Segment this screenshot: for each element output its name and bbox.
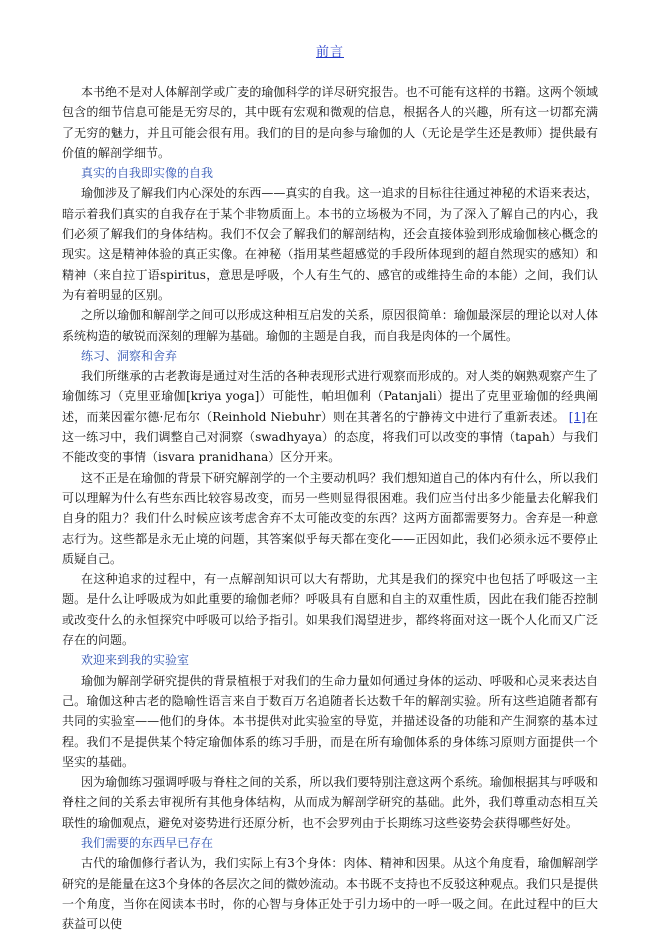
section-heading-already-here: 我们需要的东西早已存在: [81, 835, 214, 850]
paragraph-already-here-1: 古代的瑜伽修行者认为，我们实际上有3个身体：肉体、精神和因果。从这个角度看，瑜伽解剖学研究的是能量在这3个身体的各层次之间的微妙流动。本书既不支持也不反驳这种观点。我们只是提供一个角度，当你在阅读本书时，你的心智与身体正处于引力场中的一呼一吸之间。在此过程中的巨大获益可以使: [62, 856, 598, 932]
paragraph-true-self-2: 之所以瑜伽和解剖学之间可以形成这种相互启发的关系，原因很简单：瑜伽最深层的理论以对人体系统构造的敏锐而深刻的理解为基础。瑜伽的主题是自我，而自我是肉体的一个属性。: [62, 308, 598, 343]
paragraph-laboratory-2: 因为瑜伽练习强调呼吸与脊柱之间的关系，所以我们要特别注意这两个系统。瑜伽根据其与呼吸和脊柱之间的关系去审视所有其他身体结构，从而成为解剖学研究的基础。此外，我们尊重动态相互关联性的瑜伽观点，避免对姿势进行还原分析，也不会罗列由于长期练习这些姿势会获得哪些好处。: [62, 775, 598, 830]
paragraph-practice-1-text: 我们所继承的古老教诲是通过对生活的各种表现形式进行观察而形成的。对人类的娴熟观察产生了瑜伽练习（克里亚瑜伽[kriya yoga]）可能性，帕坦伽利（Patanjali）提出了克里亚瑜伽的经典阐述，而莱因霍尔德·尼布尔（Reinhold Niebuhr）则在其著名的宁静祷文中进行了重新表述。: [62, 369, 598, 424]
paragraph-laboratory-1: 瑜伽为解剖学研究提供的背景植根于对我们的生命力量如何通过身体的运动、呼吸和心灵来表达自己。瑜伽这种古老的隐喻性语言来自于数百万名追随者长达数千年的解剖实验。所有这些追随者都有共同的实验室——他们的身体。本书提供对此实验室的导览，并描述设备的功能和产生洞察的基本过程。我们不是提供某个特定瑜伽体系的练习手册，而是在所有瑜伽体系的身体练习原则方面提供一个坚实的基础。: [62, 673, 598, 769]
section-heading-practice: 练习、洞察和舍弃: [81, 348, 178, 363]
paragraph-practice-1-continued: 在这一练习中，我们调整自己对洞察（swadhyaya）的态度，将我们可以改变的事情（tapah）与我们不能改变的事情（isvara pranidhana）区分开来。: [62, 409, 598, 465]
paragraph-practice-3: 在这种追求的过程中，有一点解剖知识可以大有帮助，尤其是我们的探究中也包括了呼吸这一主题。是什么让呼吸成为如此重要的瑜伽老师？呼吸具有自愿和自主的双重性质，因此在我们能否控制或改变什么的永恒探究中呼吸可以给予指引。如果我们渴望进步，都终将面对这一既个人化而又广泛存在的问题。: [62, 572, 598, 648]
paragraph-practice-1: [62, 366, 598, 467]
intro-paragraph: 本书绝不是对人体解剖学或广麦的瑜伽科学的详尽研究报告。也不可能有这样的书籍。这两个领域包含的细节信息可能是无穷尽的，其中既有宏观和微观的信息，根据各人的兴趣，所有这一切都充满了无穷的魅力，并且可能会很有用。我们的目的是向参与瑜伽的人（无论是学生还是教师）提供最有价值的解剖学细节。: [62, 85, 598, 160]
footnote-link[interactable]: [1]: [568, 409, 586, 424]
page-title[interactable]: 前言: [315, 45, 344, 60]
paragraph-true-self-1: 瑜伽涉及了解我们内心深处的东西——真实的自我。这一追求的目标往往通过神秘的术语来表达，暗示着我们真实的自我存在于某个非物质面上。本书的立场极为不同，为了深入了解自己的内心，我们必须了解我们的身体结构。我们不仅会了解我们的解剖结构，还会直接体验到形成瑜伽核心概念的现实。这是精神体验的真正实像。在神秘（指用某些超感觉的手段所体现到的超自然现实的感知）和精神（来自拉丁语spiritus，意思是呼吸，个人有生气的、感官的或维持生命的本能）之间，我们认为有着明显的区别。: [62, 186, 598, 302]
section-heading-true-self: 真实的自我即实像的自我: [81, 166, 214, 181]
section-heading-laboratory: 欢迎来到我的实验室: [81, 653, 190, 668]
paragraph-practice-2: 这不正是在瑜伽的背景下研究解剖学的一个主要动机吗？我们想知道自己的体内有什么，所以我们可以理解为什么有些东西比较容易改变，而另一些则显得很困难。我们应当付出多少能量去化解我们自身的阻力？我们什么时候应该考虑舍弃不太可能改变的东西？这两方面都需要努力。舍弃是一种意志行为。这些都是永无止境的问题，其答案似乎每天都在变化——正因如此，我们必须永远不要停止质疑自己。: [62, 470, 598, 566]
